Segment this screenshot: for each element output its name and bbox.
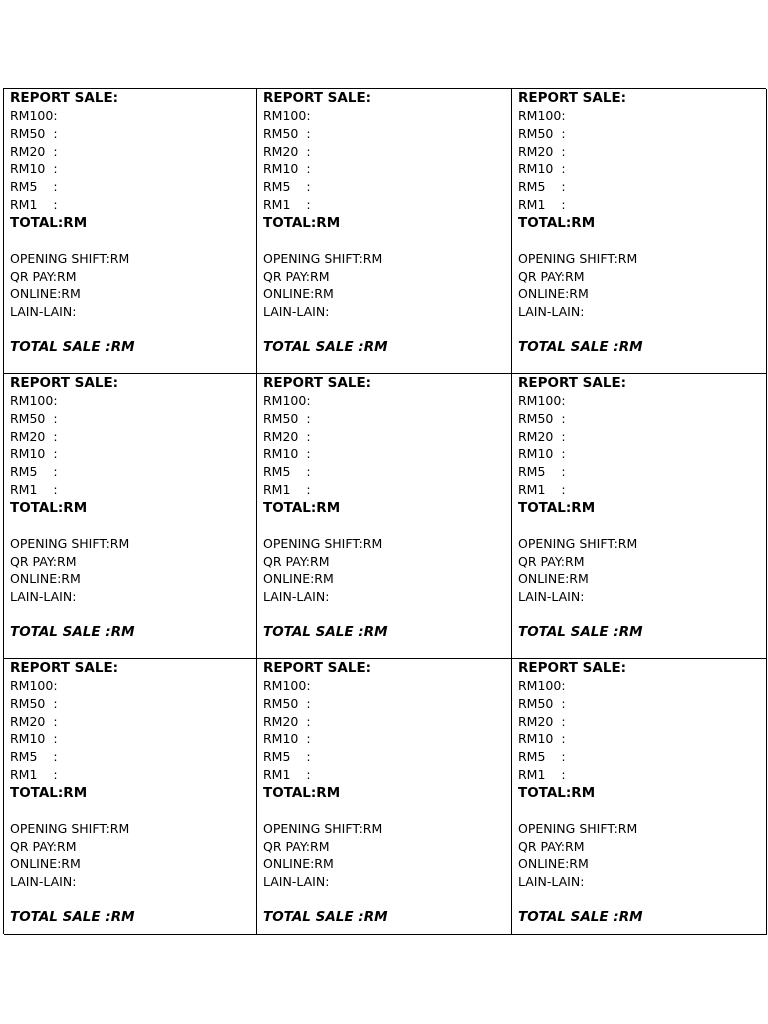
- rm5-line: RM5 :: [10, 749, 58, 765]
- qr-pay-line: QR PAY:RM: [10, 553, 77, 569]
- total-sale-line: TOTAL SALE :RM: [10, 338, 135, 355]
- report-title: REPORT SALE:: [263, 660, 372, 676]
- rm50-line: RM50 :: [263, 410, 311, 426]
- rm20-line: RM20 :: [263, 713, 311, 729]
- rm10-line: RM10 :: [10, 161, 58, 177]
- lain-lain-line: LAIN-LAIN:: [263, 304, 330, 320]
- lain-lain-line: LAIN-LAIN:: [10, 874, 77, 890]
- online-line: ONLINE:RM: [518, 856, 589, 872]
- rm5-line: RM5 :: [263, 179, 311, 195]
- rm5-line: RM5 :: [518, 749, 566, 765]
- opening-shift-line: OPENING SHIFT:RM: [263, 250, 383, 266]
- rm5-line: RM5 :: [263, 749, 311, 765]
- total-line: TOTAL:RM: [518, 784, 596, 801]
- rm10-line: RM10 :: [263, 731, 311, 747]
- total-line: TOTAL:RM: [518, 214, 596, 231]
- rm50-line: RM50 :: [10, 695, 58, 711]
- lain-lain-line: LAIN-LAIN:: [518, 874, 585, 890]
- opening-shift-line: OPENING SHIFT:RM: [518, 820, 638, 836]
- report-title: REPORT SALE:: [263, 375, 372, 391]
- lain-lain-line: LAIN-LAIN:: [263, 589, 330, 605]
- rm100-line: RM100:: [10, 678, 58, 693]
- report-title: REPORT SALE:: [10, 375, 119, 391]
- total-line: TOTAL:RM: [10, 784, 88, 801]
- rm1-line: RM1 :: [518, 481, 566, 497]
- lain-lain-line: LAIN-LAIN:: [10, 589, 77, 605]
- total-sale-line: TOTAL SALE :RM: [518, 338, 643, 355]
- rm1-line: RM1 :: [263, 481, 311, 497]
- rm1-line: RM1 :: [10, 196, 58, 212]
- opening-shift-line: OPENING SHIFT:RM: [10, 250, 130, 266]
- rm10-line: RM10 :: [10, 446, 58, 462]
- rm1-line: RM1 :: [263, 766, 311, 782]
- online-line: ONLINE:RM: [518, 286, 589, 302]
- qr-pay-line: QR PAY:RM: [10, 838, 77, 854]
- opening-shift-line: OPENING SHIFT:RM: [10, 535, 130, 551]
- report-cell: [257, 659, 512, 935]
- report-cell: [4, 374, 257, 659]
- rm50-line: RM50 :: [518, 695, 566, 711]
- rm5-line: RM5 :: [10, 179, 58, 195]
- opening-shift-line: OPENING SHIFT:RM: [263, 535, 383, 551]
- online-line: ONLINE:RM: [10, 571, 81, 587]
- report-cell: [512, 659, 767, 935]
- online-line: ONLINE:RM: [10, 286, 81, 302]
- rm5-line: RM5 :: [263, 464, 311, 480]
- opening-shift-line: OPENING SHIFT:RM: [263, 820, 383, 836]
- rm5-line: RM5 :: [518, 179, 566, 195]
- rm10-line: RM10 :: [518, 161, 566, 177]
- lain-lain-line: LAIN-LAIN:: [518, 304, 585, 320]
- online-line: ONLINE:RM: [263, 286, 334, 302]
- report-cell: [512, 374, 767, 659]
- rm100-line: RM100:: [10, 108, 58, 123]
- total-line: TOTAL:RM: [518, 499, 596, 516]
- qr-pay-line: QR PAY:RM: [518, 553, 585, 569]
- rm50-line: RM50 :: [10, 125, 58, 141]
- rm20-line: RM20 :: [263, 143, 311, 159]
- report-title: REPORT SALE:: [518, 90, 627, 106]
- total-sale-line: TOTAL SALE :RM: [518, 623, 643, 640]
- qr-pay-line: QR PAY:RM: [518, 838, 585, 854]
- rm1-line: RM1 :: [518, 196, 566, 212]
- rm20-line: RM20 :: [518, 428, 566, 444]
- rm100-line: RM100:: [518, 393, 566, 408]
- rm10-line: RM10 :: [518, 731, 566, 747]
- report-sheet-grid: [3, 88, 766, 934]
- total-sale-line: TOTAL SALE :RM: [263, 908, 388, 925]
- rm20-line: RM20 :: [10, 428, 58, 444]
- online-line: ONLINE:RM: [263, 571, 334, 587]
- total-sale-line: TOTAL SALE :RM: [263, 338, 388, 355]
- online-line: ONLINE:RM: [10, 856, 81, 872]
- report-title: REPORT SALE:: [10, 90, 119, 106]
- opening-shift-line: OPENING SHIFT:RM: [518, 250, 638, 266]
- qr-pay-line: QR PAY:RM: [263, 268, 330, 284]
- lain-lain-line: LAIN-LAIN:: [10, 304, 77, 320]
- rm10-line: RM10 :: [10, 731, 58, 747]
- report-title: REPORT SALE:: [263, 90, 372, 106]
- rm50-line: RM50 :: [518, 410, 566, 426]
- rm100-line: RM100:: [518, 678, 566, 693]
- rm100-line: RM100:: [10, 393, 58, 408]
- rm10-line: RM10 :: [518, 446, 566, 462]
- qr-pay-line: QR PAY:RM: [518, 268, 585, 284]
- rm100-line: RM100:: [263, 678, 311, 693]
- rm50-line: RM50 :: [518, 125, 566, 141]
- total-line: TOTAL:RM: [263, 499, 341, 516]
- rm10-line: RM10 :: [263, 161, 311, 177]
- online-line: ONLINE:RM: [263, 856, 334, 872]
- report-cell: [512, 89, 767, 374]
- rm1-line: RM1 :: [10, 481, 58, 497]
- rm20-line: RM20 :: [10, 713, 58, 729]
- report-cell: [4, 659, 257, 935]
- lain-lain-line: LAIN-LAIN:: [263, 874, 330, 890]
- report-cell: [257, 374, 512, 659]
- online-line: ONLINE:RM: [518, 571, 589, 587]
- total-line: TOTAL:RM: [263, 214, 341, 231]
- rm10-line: RM10 :: [263, 446, 311, 462]
- total-sale-line: TOTAL SALE :RM: [263, 623, 388, 640]
- total-sale-line: TOTAL SALE :RM: [518, 908, 643, 925]
- rm100-line: RM100:: [263, 393, 311, 408]
- qr-pay-line: QR PAY:RM: [263, 553, 330, 569]
- report-cell: [4, 89, 257, 374]
- rm50-line: RM50 :: [10, 410, 58, 426]
- opening-shift-line: OPENING SHIFT:RM: [10, 820, 130, 836]
- rm20-line: RM20 :: [263, 428, 311, 444]
- rm1-line: RM1 :: [518, 766, 566, 782]
- rm100-line: RM100:: [263, 108, 311, 123]
- rm5-line: RM5 :: [518, 464, 566, 480]
- lain-lain-line: LAIN-LAIN:: [518, 589, 585, 605]
- total-sale-line: TOTAL SALE :RM: [10, 908, 135, 925]
- rm5-line: RM5 :: [10, 464, 58, 480]
- qr-pay-line: QR PAY:RM: [263, 838, 330, 854]
- report-title: REPORT SALE:: [518, 375, 627, 391]
- rm20-line: RM20 :: [518, 713, 566, 729]
- total-line: TOTAL:RM: [263, 784, 341, 801]
- report-cell: [257, 89, 512, 374]
- rm20-line: RM20 :: [518, 143, 566, 159]
- rm50-line: RM50 :: [263, 695, 311, 711]
- qr-pay-line: QR PAY:RM: [10, 268, 77, 284]
- rm20-line: RM20 :: [10, 143, 58, 159]
- rm100-line: RM100:: [518, 108, 566, 123]
- rm50-line: RM50 :: [263, 125, 311, 141]
- total-line: TOTAL:RM: [10, 499, 88, 516]
- opening-shift-line: OPENING SHIFT:RM: [518, 535, 638, 551]
- total-line: TOTAL:RM: [10, 214, 88, 231]
- rm1-line: RM1 :: [10, 766, 58, 782]
- report-title: REPORT SALE:: [518, 660, 627, 676]
- total-sale-line: TOTAL SALE :RM: [10, 623, 135, 640]
- rm1-line: RM1 :: [263, 196, 311, 212]
- report-title: REPORT SALE:: [10, 660, 119, 676]
